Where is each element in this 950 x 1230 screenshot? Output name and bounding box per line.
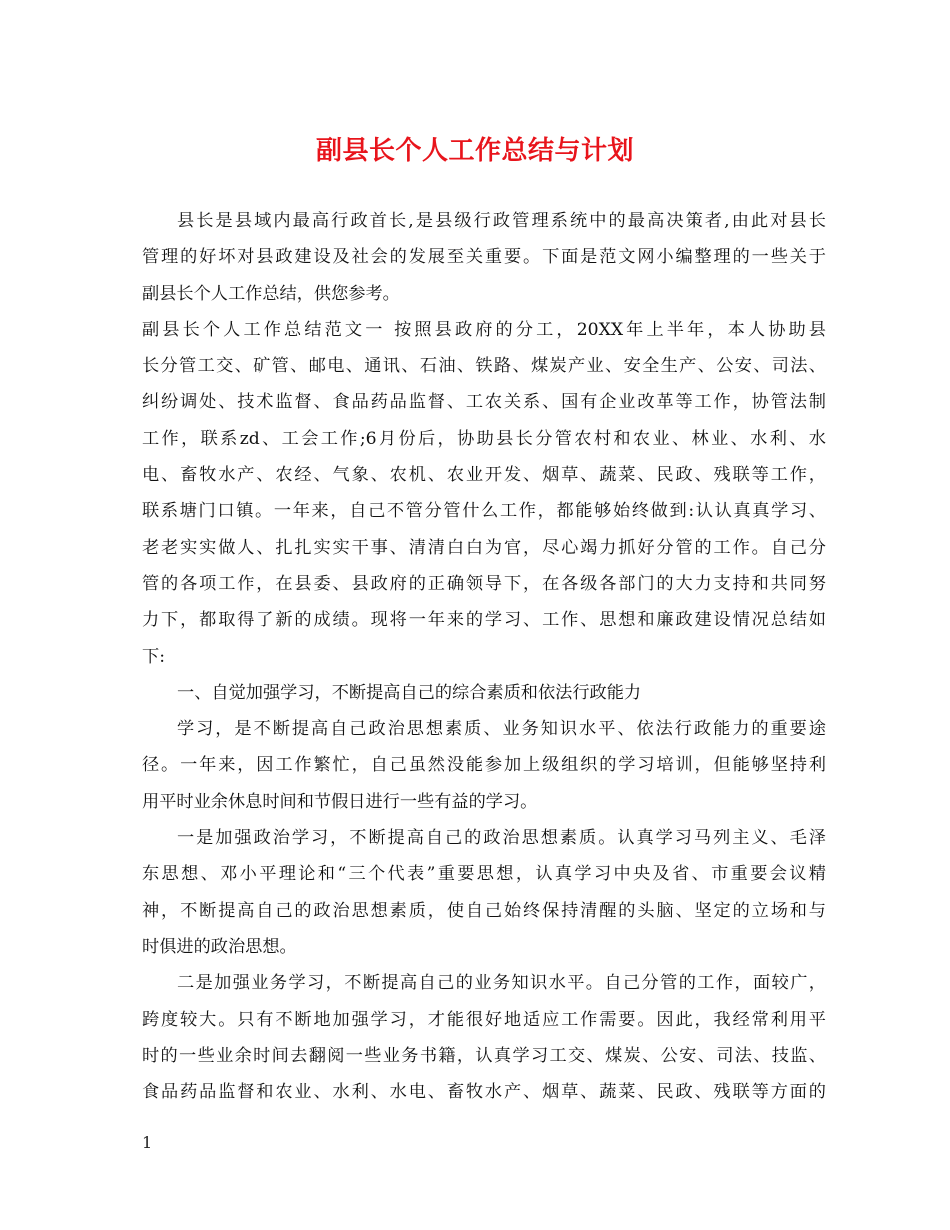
body-line: 工作，联系zd、工会工作;6月份后，协助县长分管农村和农业、林业、水利、水 bbox=[142, 428, 826, 449]
body-line: 神，不断提高自己的政治思想素质，使自己始终保持清醒的头脑、坚定的立场和与 bbox=[142, 900, 826, 921]
body-line: 食品药品监督和农业、水利、水电、畜牧水产、烟草、蔬菜、民政、残联等方面的 bbox=[142, 1082, 826, 1103]
body-line: 副县长个人工作总结范文一 按照县政府的分工，20XX年上半年，本人协助县 bbox=[142, 319, 826, 340]
body-line: 径。一年来，因工作繁忙，自己虽然没能参加上级组织的学习培训，但能够坚持利 bbox=[142, 755, 826, 776]
document-title: 副县长个人工作总结与计划 bbox=[315, 136, 634, 166]
body-line: 时俱进的政治思想。 bbox=[142, 936, 297, 957]
body-line: 老老实实做人、扎扎实实干事、清清白白为官，尽心竭力抓好分管的工作。自己分 bbox=[142, 537, 826, 558]
body-line: 力下，都取得了新的成绩。现将一年来的学习、工作、思想和廉政建设情况总结如 bbox=[142, 610, 826, 631]
body-line: 县长是县域内最高行政首长,是县级行政管理系统中的最高决策者,由此对县长 bbox=[177, 211, 826, 231]
section-heading: 一、自觉加强学习，不断提高自己的综合素质和依法行政能力 bbox=[177, 682, 642, 703]
body-line: 东思想、邓小平理论和“三个代表”重要思想，认真学习中央及省、市重要会议精 bbox=[142, 864, 826, 885]
body-line: 下: bbox=[142, 646, 165, 667]
body-line: 管的各项工作，在县委、县政府的正确领导下，在各级各部门的大力支持和共同努 bbox=[142, 573, 826, 594]
body-line: 电、畜牧水产、农经、气象、农机、农业开发、烟草、蔬菜、民政、残联等工作， bbox=[142, 465, 826, 486]
body-line: 用平时业余休息时间和节假日进行一些有益的学习。 bbox=[142, 791, 538, 812]
body-line: 一是加强政治学习，不断提高自己的政治思想素质。认真学习马列主义、毛泽 bbox=[177, 828, 826, 849]
page-number: 1 bbox=[142, 1133, 153, 1152]
body-line: 管理的好坏对县政建设及社会的发展至关重要。下面是范文网小编整理的一些关于 bbox=[142, 247, 826, 268]
document-body bbox=[142, 203, 826, 1110]
body-line: 时的一些业余时间去翻阅一些业务书籍，认真学习工交、煤炭、公安、司法、技监、 bbox=[142, 1045, 826, 1066]
body-line: 副县长个人工作总结，供您参考。 bbox=[142, 283, 400, 304]
body-line: 纠纷调处、技术监督、食品药品监督、工农关系、国有企业改革等工作，协管法制 bbox=[142, 392, 826, 413]
body-line: 长分管工交、矿管、邮电、通讯、石油、铁路、煤炭产业、安全生产、公安、司法、 bbox=[142, 356, 826, 377]
body-line: 跨度较大。只有不断地加强学习，才能很好地适应工作需要。因此，我经常利用平 bbox=[142, 1009, 826, 1030]
body-line: 联系塘门口镇。一年来，自己不管分管什么工作，都能够始终做到:认认真真学习、 bbox=[142, 501, 826, 522]
body-line: 二是加强业务学习，不断提高自己的业务知识水平。自己分管的工作，面较广， bbox=[177, 973, 826, 994]
body-line: 学习，是不断提高自己政治思想素质、业务知识水平、依法行政能力的重要途 bbox=[177, 719, 826, 740]
